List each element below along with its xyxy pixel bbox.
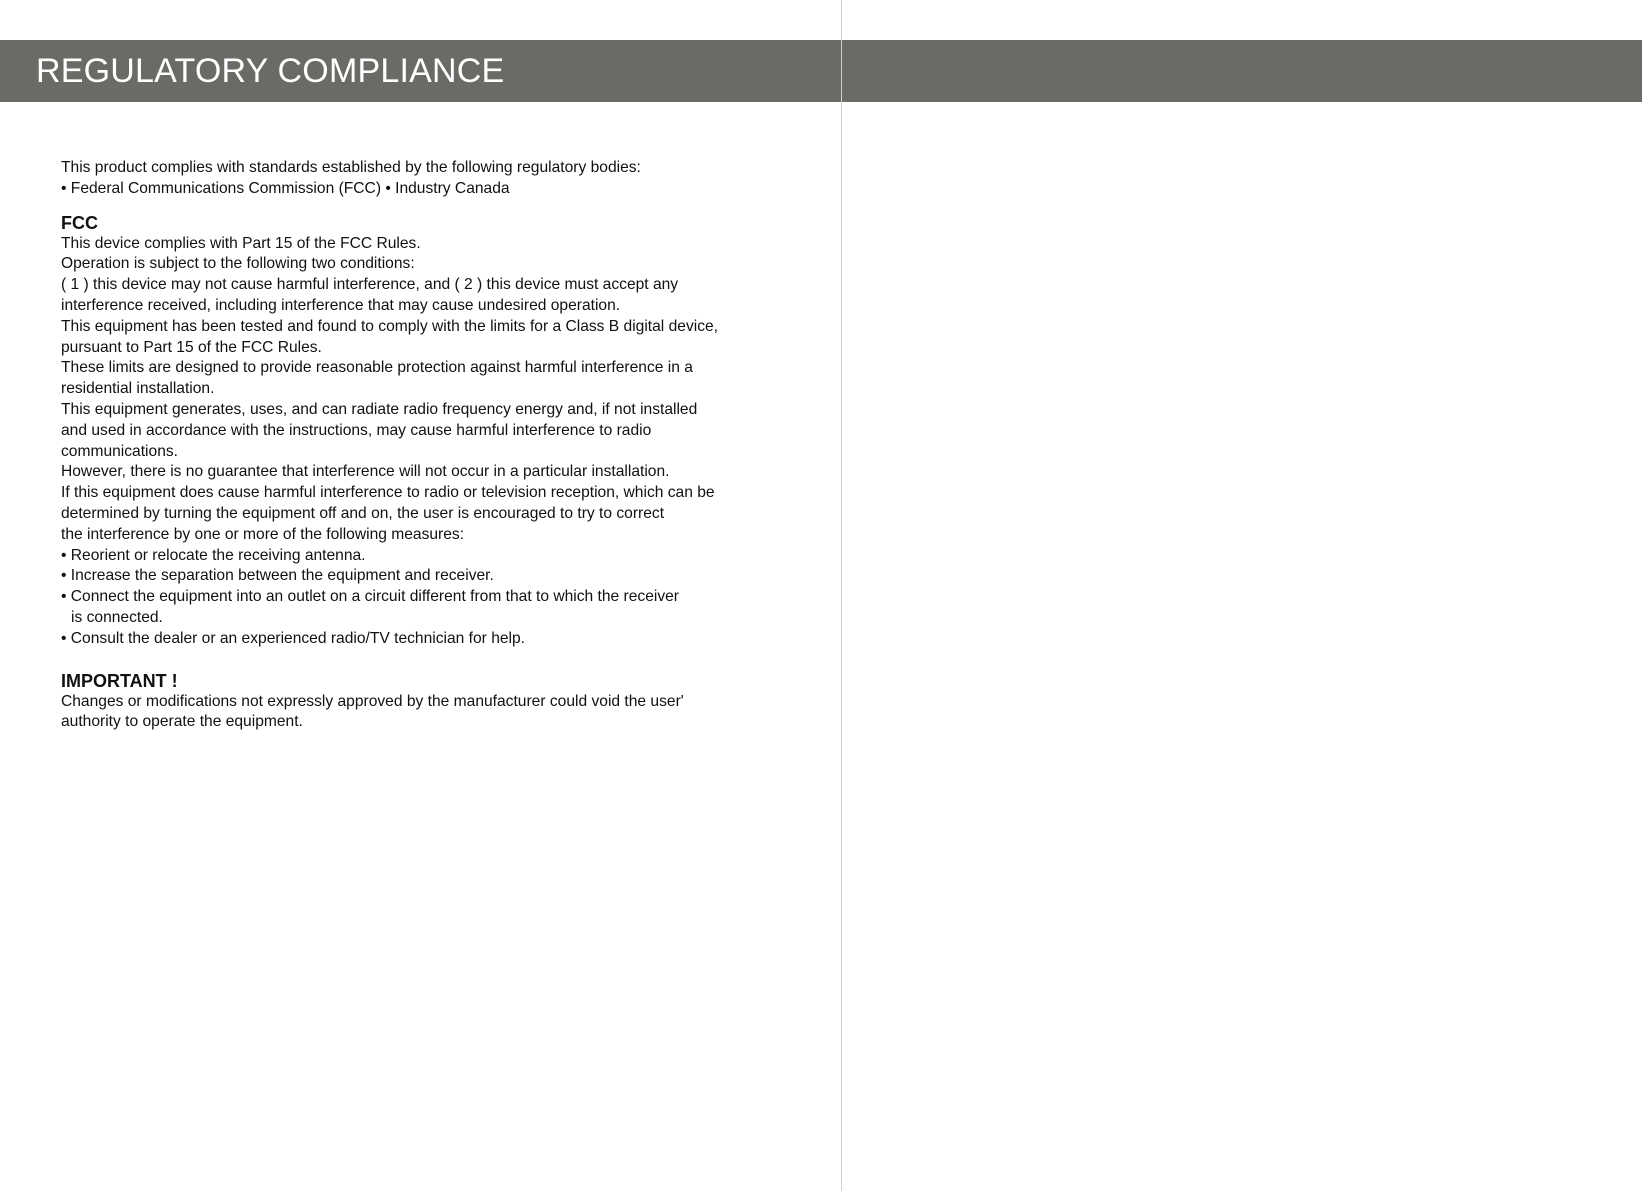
fcc-line: However, there is no guarantee that interference will not occur in a particular installation. [61,463,670,481]
fcc-line: If this equipment does cause harmful interference to radio or television reception, which can be [61,484,715,502]
fcc-measure-item: • Consult the dealer or an experienced radio/TV technician for help. [61,629,526,647]
important-line: authority to operate the equipment. [61,713,303,731]
left-page-content [61,158,801,733]
page-divider [841,0,842,1191]
fcc-line: This device complies with Part 15 of the FCC Rules. [61,234,421,252]
fcc-line: This equipment has been tested and found to comply with the limits for a Class B digital device, [61,317,719,335]
fcc-line: This equipment generates, uses, and can radiate radio frequency energy and, if not installed [61,400,698,418]
header-bar-right [842,40,1642,102]
fcc-line: Operation is subject to the following two conditions: [61,255,415,273]
intro-text: This product complies with standards established by the following regulatory bodies: [61,159,641,176]
fcc-line: These limits are designed to provide reasonable protection against harmful interference in a [61,359,693,377]
page-title: REGULATORY COMPLIANCE [36,52,505,90]
fcc-line: ( 1 ) this device may not cause harmful interference, and ( 2 ) this device must accept any [61,276,679,294]
fcc-line: and used in accordance with the instructions, may cause harmful interference to radio [61,421,652,439]
fcc-measure-item: • Increase the separation between the equipment and receiver. [61,567,494,585]
fcc-line: determined by turning the equipment off and on, the user is encouraged to try to correct [61,504,665,522]
important-heading: IMPORTANT ! [61,670,178,691]
fcc-measure-item: • Reorient or relocate the receiving antenna. [61,546,366,564]
fcc-measure-item: • Connect the equipment into an outlet on a circuit different from that to which the receiver [61,588,680,606]
important-line: Changes or modifications not expressly approved by the manufacturer could void the user' [61,692,684,710]
fcc-line: residential installation. [61,380,215,398]
fcc-line: interference received, including interference that may cause undesired operation. [61,296,621,314]
intro-regulatory-bodies: • Federal Communications Commission (FCC) • Industry Canada [61,179,510,197]
fcc-measure-item-continued: is connected. [71,608,163,626]
fcc-line: communications. [61,442,178,460]
fcc-heading: FCC [61,212,98,233]
fcc-line: pursuant to Part 15 of the FCC Rules. [61,338,322,356]
fcc-line: the interference by one or more of the following measures: [61,525,465,543]
header-bar-left [0,40,841,102]
